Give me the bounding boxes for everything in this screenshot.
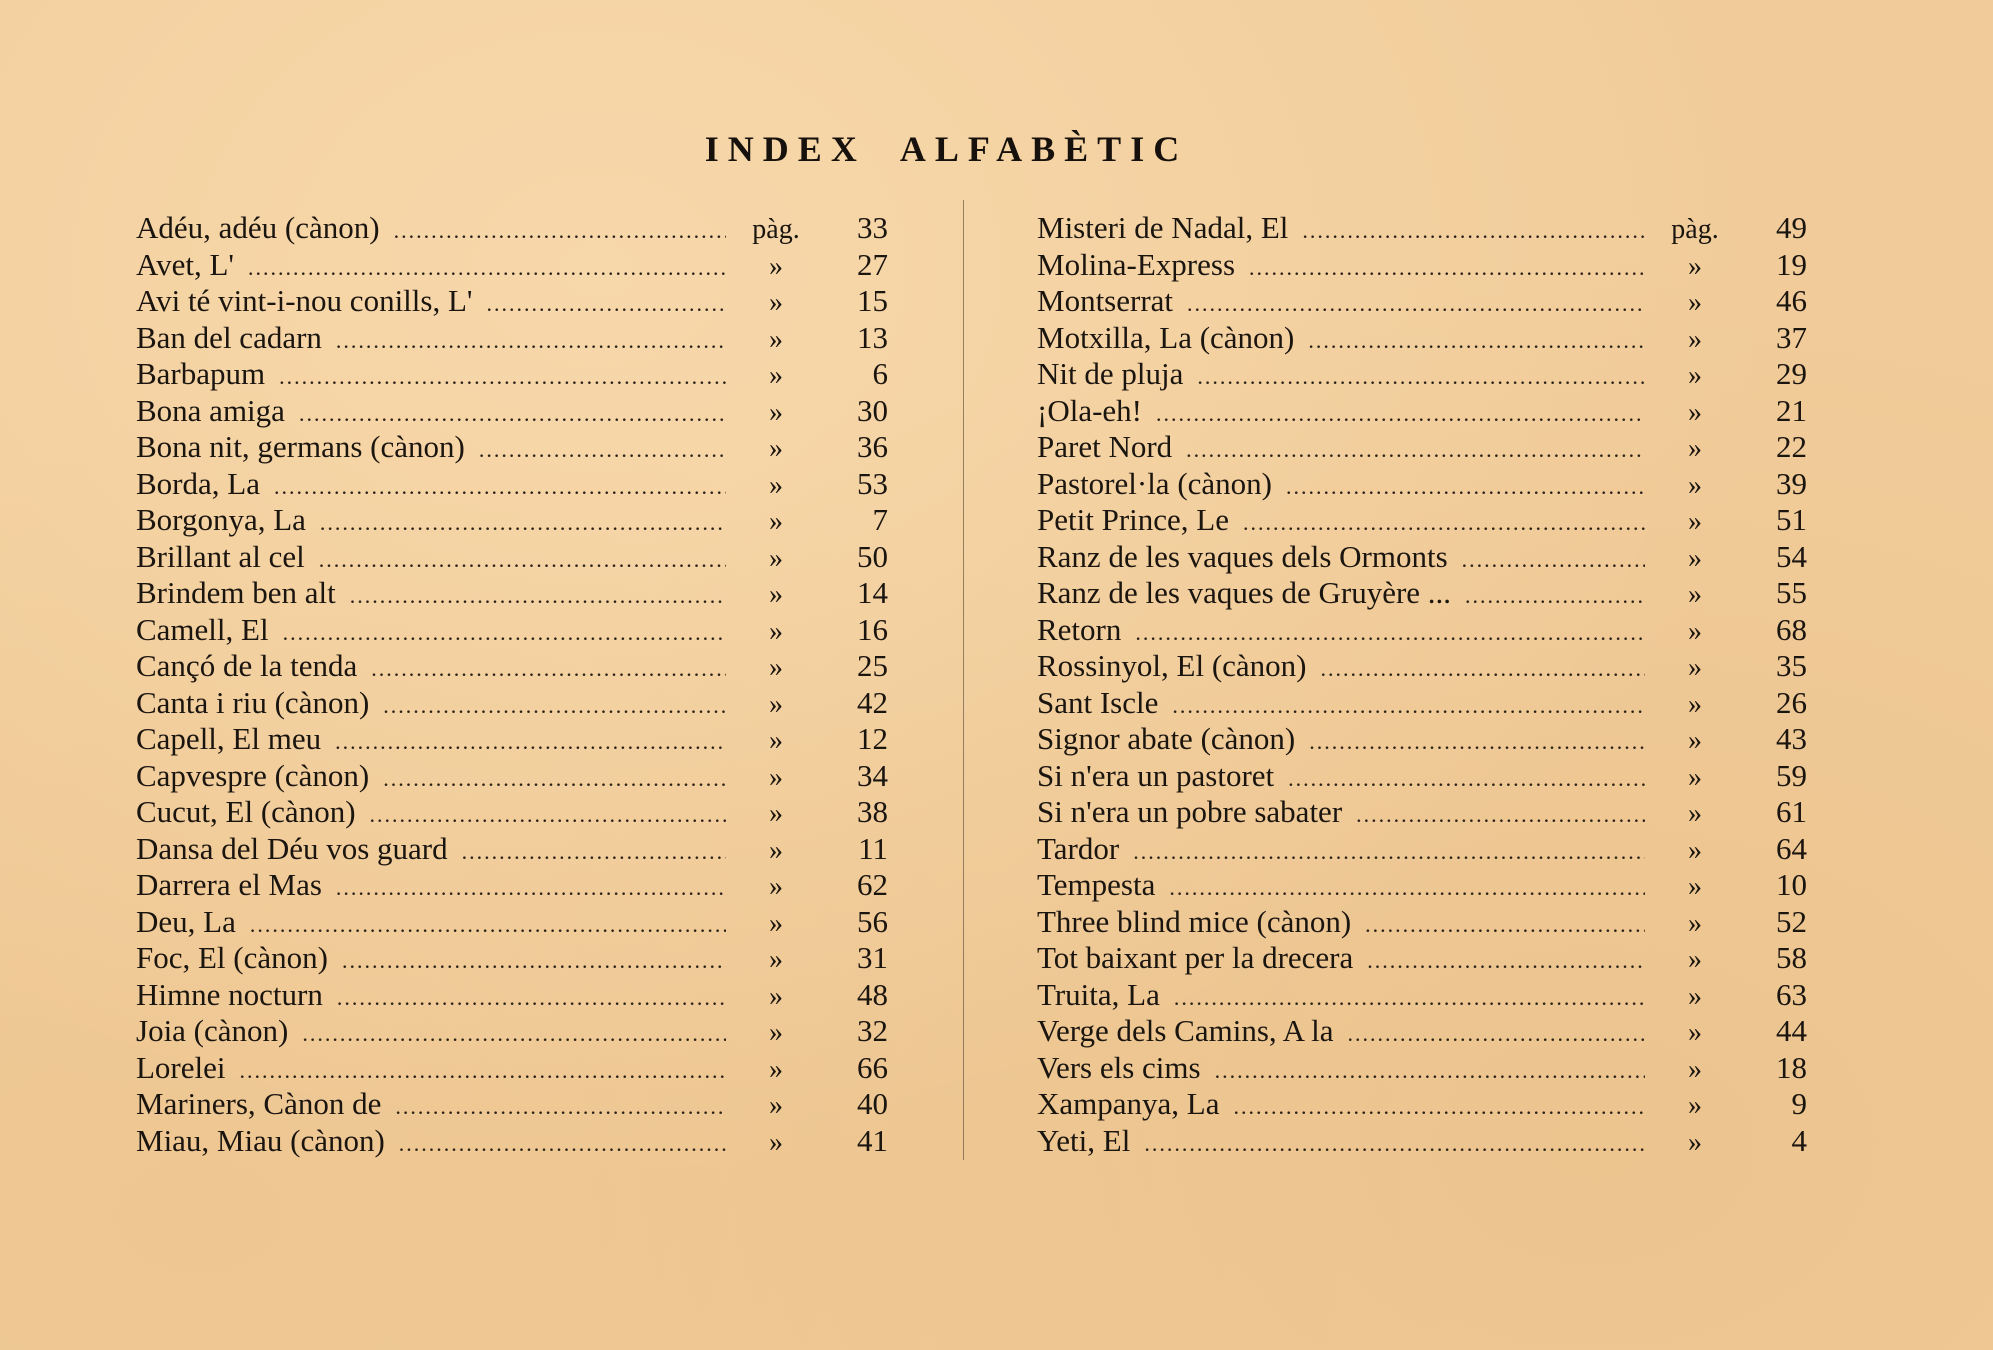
dot-leader bbox=[1187, 286, 1645, 323]
index-entry bbox=[1037, 1013, 1807, 1050]
page-ref-mark: » bbox=[1688, 323, 1702, 355]
page-ref-mark: » bbox=[1688, 688, 1702, 720]
entry-title: Bona amiga bbox=[136, 392, 285, 428]
dot-leader bbox=[335, 724, 726, 761]
page-number: 64 bbox=[1776, 830, 1807, 866]
index-entry bbox=[136, 648, 888, 685]
page-ref-mark: » bbox=[769, 323, 783, 355]
dot-leader bbox=[1215, 1053, 1645, 1090]
dot-leader bbox=[342, 943, 726, 980]
dot-leader bbox=[319, 542, 726, 579]
dot-leader bbox=[1356, 797, 1645, 834]
dot-leader bbox=[395, 1089, 726, 1126]
entry-title: Foc, El (cànon) bbox=[136, 940, 328, 975]
page-number: 13 bbox=[857, 319, 888, 355]
index-entry bbox=[1037, 977, 1807, 1014]
page-number: 68 bbox=[1776, 611, 1807, 647]
page-number: 18 bbox=[1776, 1049, 1807, 1085]
page-number: 43 bbox=[1776, 721, 1807, 756]
entry-title: Borda, La bbox=[136, 465, 260, 501]
page-ref-mark: » bbox=[769, 871, 783, 902]
dot-leader bbox=[1144, 1126, 1645, 1163]
entry-title: Avi té vint-i-nou conills, L' bbox=[136, 283, 473, 318]
entry-title: Tardor bbox=[1037, 830, 1120, 866]
entry-title: ¡Ola-eh! bbox=[1037, 392, 1142, 428]
entry-title: Paret Nord bbox=[1037, 429, 1173, 464]
page-ref-mark: » bbox=[1688, 579, 1702, 610]
page-number: 32 bbox=[857, 1013, 888, 1048]
dot-leader bbox=[1233, 1089, 1645, 1126]
page-ref-mark: » bbox=[1688, 506, 1702, 537]
page-ref-mark: » bbox=[769, 725, 783, 756]
page-ref-mark: » bbox=[769, 834, 783, 866]
page-ref-mark: pàg. bbox=[752, 214, 800, 245]
index-entry bbox=[136, 1013, 888, 1050]
page-number: 31 bbox=[857, 940, 888, 975]
index-entry bbox=[1037, 831, 1807, 868]
entry-title: Si n'era un pastoret bbox=[1037, 757, 1275, 793]
entry-title: Borgonya, La bbox=[136, 502, 306, 537]
dot-leader bbox=[1302, 213, 1645, 250]
index-entry bbox=[136, 904, 888, 941]
page-number: 33 bbox=[857, 210, 888, 245]
page-number: 56 bbox=[857, 903, 888, 939]
entry-title: Yeti, El bbox=[1037, 1122, 1131, 1158]
dot-leader bbox=[1197, 359, 1645, 396]
index-entry bbox=[136, 612, 888, 649]
page-number: 53 bbox=[857, 465, 888, 501]
index-entry bbox=[136, 539, 888, 576]
page-ref-mark: » bbox=[769, 907, 783, 939]
page-number: 59 bbox=[1776, 757, 1807, 793]
page-number: 46 bbox=[1776, 283, 1807, 318]
index-entry bbox=[1037, 648, 1807, 685]
dot-leader bbox=[1156, 396, 1645, 433]
dot-leader bbox=[1462, 542, 1645, 579]
page-ref-mark: » bbox=[769, 1090, 783, 1121]
page-number: 21 bbox=[1776, 392, 1807, 428]
page-number: 27 bbox=[857, 246, 888, 282]
page-number: 34 bbox=[857, 757, 888, 793]
entry-title: Himne nocturn bbox=[136, 976, 323, 1012]
entry-title: Miau, Miau (cànon) bbox=[136, 1122, 385, 1158]
entry-title: Petit Prince, Le bbox=[1037, 502, 1229, 537]
dot-leader bbox=[1288, 761, 1645, 798]
entry-title: Canta i riu (cànon) bbox=[136, 684, 370, 720]
index-column-right bbox=[1037, 210, 1807, 1159]
index-entry bbox=[136, 393, 888, 430]
page-number: 40 bbox=[857, 1086, 888, 1121]
page-ref-mark: » bbox=[1688, 615, 1702, 647]
entry-title: Misteri de Nadal, El bbox=[1037, 210, 1289, 245]
entry-title: Three blind mice (cànon) bbox=[1037, 903, 1352, 939]
index-entry bbox=[136, 575, 888, 612]
page-ref-mark: » bbox=[769, 1126, 783, 1158]
entry-title: Retorn bbox=[1037, 611, 1122, 647]
page-number: 41 bbox=[857, 1122, 888, 1158]
page-ref-mark: » bbox=[1688, 433, 1702, 464]
index-entry bbox=[136, 831, 888, 868]
dot-leader bbox=[394, 213, 726, 250]
dot-leader bbox=[371, 651, 726, 688]
page-ref-mark: » bbox=[769, 944, 783, 975]
page-ref-mark: » bbox=[769, 1017, 783, 1048]
page-number: 36 bbox=[857, 429, 888, 464]
page-ref-mark: » bbox=[1688, 725, 1702, 756]
entry-title: Verge dels Camins, A la bbox=[1037, 1013, 1334, 1048]
entry-title: Avet, L' bbox=[136, 246, 234, 282]
entry-title: Molina-Express bbox=[1037, 246, 1236, 282]
page-ref-mark: » bbox=[1688, 652, 1702, 683]
dot-leader bbox=[399, 1126, 726, 1163]
entry-title: Tot baixant per la drecera bbox=[1037, 940, 1354, 975]
page-number: 50 bbox=[857, 538, 888, 574]
page-ref-mark: » bbox=[1688, 396, 1702, 428]
index-entry bbox=[136, 977, 888, 1014]
page-number: 58 bbox=[1776, 940, 1807, 975]
page-number: 35 bbox=[1776, 648, 1807, 683]
dot-leader bbox=[1133, 834, 1645, 871]
page-number: 7 bbox=[872, 502, 888, 537]
entry-title: Vers els cims bbox=[1037, 1049, 1201, 1085]
index-entry bbox=[136, 247, 888, 284]
page-ref-mark: » bbox=[769, 542, 783, 574]
entry-title: Truita, La bbox=[1037, 976, 1160, 1012]
index-column-left bbox=[136, 210, 888, 1159]
entry-title: Mariners, Cànon de bbox=[136, 1086, 382, 1121]
index-entry bbox=[1037, 393, 1807, 430]
page-number: 55 bbox=[1776, 575, 1807, 610]
dot-leader bbox=[1186, 432, 1645, 469]
page-number: 42 bbox=[857, 684, 888, 720]
page-ref-mark: » bbox=[1688, 1090, 1702, 1121]
index-entry bbox=[136, 356, 888, 393]
index-entry bbox=[136, 283, 888, 320]
page-number: 49 bbox=[1776, 210, 1807, 245]
dot-leader bbox=[250, 907, 726, 944]
page-number: 4 bbox=[1791, 1122, 1807, 1158]
page-number: 30 bbox=[857, 392, 888, 428]
page-number: 15 bbox=[857, 283, 888, 318]
entry-title: Ranz de les vaques dels Ormonts bbox=[1037, 538, 1448, 574]
entry-title: Ban del cadarn bbox=[136, 319, 322, 355]
index-entry bbox=[1037, 940, 1807, 977]
entry-title: Deu, La bbox=[136, 903, 236, 939]
index-entry bbox=[136, 758, 888, 795]
entry-title: Pastorel·la (cànon) bbox=[1037, 465, 1272, 501]
page-number: 62 bbox=[857, 867, 888, 902]
page-number: 63 bbox=[1776, 976, 1807, 1012]
page-ref-mark: » bbox=[1688, 1126, 1702, 1158]
index-entry bbox=[1037, 539, 1807, 576]
dot-leader bbox=[1243, 505, 1645, 542]
entry-title: Camell, El bbox=[136, 611, 269, 647]
page-ref-mark: » bbox=[1688, 834, 1702, 866]
entry-title: Signor abate (cànon) bbox=[1037, 721, 1296, 756]
entry-title: Brindem ben alt bbox=[136, 575, 336, 610]
page-ref-mark: » bbox=[769, 761, 783, 793]
entry-title: Darrera el Mas bbox=[136, 867, 322, 902]
dot-leader bbox=[1135, 615, 1645, 652]
index-entry bbox=[136, 429, 888, 466]
page-ref-mark: » bbox=[1688, 798, 1702, 829]
entry-title: Xampanya, La bbox=[1037, 1086, 1220, 1121]
dot-leader bbox=[1465, 578, 1645, 615]
index-entry bbox=[1037, 1123, 1807, 1160]
page-ref-mark: » bbox=[769, 579, 783, 610]
page-ref-mark: » bbox=[769, 469, 783, 501]
dot-leader bbox=[337, 980, 726, 1017]
dot-leader bbox=[370, 797, 726, 834]
dot-leader bbox=[383, 688, 726, 725]
entry-title: Ranz de les vaques de Gruyère ... bbox=[1037, 575, 1452, 610]
index-entry bbox=[1037, 612, 1807, 649]
index-entry bbox=[136, 466, 888, 503]
entry-title: Tempesta bbox=[1037, 867, 1156, 902]
index-entry bbox=[1037, 429, 1807, 466]
dot-leader bbox=[248, 250, 726, 287]
entry-title: Lorelei bbox=[136, 1049, 226, 1085]
dot-leader bbox=[320, 505, 726, 542]
dot-leader bbox=[1172, 688, 1645, 725]
page-ref-mark: » bbox=[1688, 1053, 1702, 1085]
index-entry bbox=[136, 502, 888, 539]
page-number: 39 bbox=[1776, 465, 1807, 501]
dot-leader bbox=[283, 615, 726, 652]
entry-title: Joia (cànon) bbox=[136, 1013, 289, 1048]
page-ref-mark: » bbox=[1688, 907, 1702, 939]
index-entry bbox=[1037, 210, 1807, 247]
page-number: 54 bbox=[1776, 538, 1807, 574]
entry-title: Cançó de la tenda bbox=[136, 648, 358, 683]
dot-leader bbox=[1367, 943, 1645, 980]
page-ref-mark: » bbox=[769, 433, 783, 464]
page-number: 12 bbox=[857, 721, 888, 756]
dot-leader bbox=[279, 359, 726, 396]
index-entry bbox=[136, 1050, 888, 1087]
entry-title: Rossinyol, El (cànon) bbox=[1037, 648, 1307, 683]
entry-title: Capvespre (cànon) bbox=[136, 757, 370, 793]
index-entry bbox=[136, 940, 888, 977]
index-entry bbox=[1037, 904, 1807, 941]
page-number: 29 bbox=[1776, 356, 1807, 391]
dot-leader bbox=[1309, 724, 1645, 761]
page-ref-mark: » bbox=[1688, 360, 1702, 391]
page-number: 25 bbox=[857, 648, 888, 683]
page-ref-mark: » bbox=[769, 615, 783, 647]
dot-leader bbox=[1347, 1016, 1645, 1053]
page-number: 48 bbox=[857, 976, 888, 1012]
page-number: 26 bbox=[1776, 684, 1807, 720]
dot-leader bbox=[1365, 907, 1645, 944]
page-ref-mark: » bbox=[769, 287, 783, 318]
index-entry bbox=[136, 685, 888, 722]
dot-leader bbox=[299, 396, 726, 433]
page-ref-mark: » bbox=[1688, 542, 1702, 574]
page-ref-mark: » bbox=[769, 506, 783, 537]
entry-title: Brillant al cel bbox=[136, 538, 305, 574]
dot-leader bbox=[1308, 323, 1645, 360]
page-ref-mark: » bbox=[769, 1053, 783, 1085]
page-ref-mark: » bbox=[769, 652, 783, 683]
page-ref-mark: » bbox=[1688, 250, 1702, 282]
entry-title: Barbapum bbox=[136, 356, 266, 391]
index-entry bbox=[1037, 466, 1807, 503]
dot-leader bbox=[487, 286, 727, 323]
page-ref-mark: » bbox=[769, 396, 783, 428]
entry-title: Adéu, adéu (cànon) bbox=[136, 210, 380, 245]
dot-leader bbox=[462, 834, 726, 871]
index-entry bbox=[136, 1086, 888, 1123]
page-number: 14 bbox=[857, 575, 888, 610]
entry-title: Bona nit, germans (cànon) bbox=[136, 429, 465, 464]
entry-title: Capell, El meu bbox=[136, 721, 322, 756]
entry-title: Motxilla, La (cànon) bbox=[1037, 319, 1295, 355]
index-entry bbox=[136, 320, 888, 357]
index-entry bbox=[1037, 320, 1807, 357]
entry-title: Nit de pluja bbox=[1037, 356, 1184, 391]
page-title: INDEX ALFABÈTIC bbox=[704, 129, 1189, 169]
dot-leader bbox=[479, 432, 726, 469]
dot-leader bbox=[383, 761, 726, 798]
index-entry bbox=[1037, 867, 1807, 904]
entry-title: Sant Iscle bbox=[1037, 684, 1159, 720]
page-ref-mark: » bbox=[1688, 287, 1702, 318]
index-entry bbox=[136, 1123, 888, 1160]
entry-title: Si n'era un pobre sabater bbox=[1037, 794, 1343, 829]
index-entry bbox=[136, 794, 888, 831]
page-ref-mark: » bbox=[1688, 469, 1702, 501]
page-number: 9 bbox=[1791, 1086, 1807, 1121]
page-ref-mark: » bbox=[1688, 980, 1702, 1012]
dot-leader bbox=[302, 1016, 726, 1053]
dot-leader bbox=[1321, 651, 1646, 688]
dot-leader bbox=[1286, 469, 1645, 506]
dot-leader bbox=[1174, 980, 1645, 1017]
page-number: 11 bbox=[858, 830, 888, 866]
page-number: 37 bbox=[1776, 319, 1807, 355]
index-entry bbox=[1037, 758, 1807, 795]
dot-leader bbox=[1169, 870, 1645, 907]
index-entry bbox=[1037, 575, 1807, 612]
page-number: 38 bbox=[857, 794, 888, 829]
page-ref-mark: pàg. bbox=[1671, 214, 1719, 245]
page-ref-mark: » bbox=[769, 360, 783, 391]
column-divider bbox=[963, 200, 964, 1160]
page-number: 66 bbox=[857, 1049, 888, 1085]
page-ref-mark: » bbox=[769, 798, 783, 829]
index-entry bbox=[136, 210, 888, 247]
dot-leader bbox=[1249, 250, 1645, 287]
index-entry bbox=[1037, 794, 1807, 831]
dot-leader bbox=[240, 1053, 726, 1090]
page-number: 6 bbox=[872, 356, 888, 391]
entry-title: Cucut, El (cànon) bbox=[136, 794, 356, 829]
page-number: 16 bbox=[857, 611, 888, 647]
page-number: 19 bbox=[1776, 246, 1807, 282]
index-entry bbox=[136, 721, 888, 758]
index-entry bbox=[1037, 247, 1807, 284]
dot-leader bbox=[336, 323, 726, 360]
index-entry bbox=[136, 867, 888, 904]
index-entry bbox=[1037, 721, 1807, 758]
dot-leader bbox=[336, 870, 726, 907]
index-entry bbox=[1037, 1050, 1807, 1087]
entry-title: Dansa del Déu vos guard bbox=[136, 830, 448, 866]
page-number: 22 bbox=[1776, 429, 1807, 464]
page-number: 51 bbox=[1776, 502, 1807, 537]
index-entry bbox=[1037, 685, 1807, 722]
page-ref-mark: » bbox=[769, 980, 783, 1012]
page-ref-mark: » bbox=[1688, 761, 1702, 793]
page-number: 52 bbox=[1776, 903, 1807, 939]
page-ref-mark: » bbox=[769, 688, 783, 720]
page-ref-mark: » bbox=[769, 250, 783, 282]
page-ref-mark: » bbox=[1688, 1017, 1702, 1048]
dot-leader bbox=[350, 578, 726, 615]
index-entry bbox=[1037, 356, 1807, 393]
page-number: 10 bbox=[1776, 867, 1807, 902]
index-entry bbox=[1037, 1086, 1807, 1123]
entry-title: Montserrat bbox=[1037, 283, 1174, 318]
page-ref-mark: » bbox=[1688, 871, 1702, 902]
index-entry bbox=[1037, 283, 1807, 320]
page-ref-mark: » bbox=[1688, 944, 1702, 975]
dot-leader bbox=[274, 469, 726, 506]
page-number: 61 bbox=[1776, 794, 1807, 829]
page-number: 44 bbox=[1776, 1013, 1807, 1048]
index-entry bbox=[1037, 502, 1807, 539]
